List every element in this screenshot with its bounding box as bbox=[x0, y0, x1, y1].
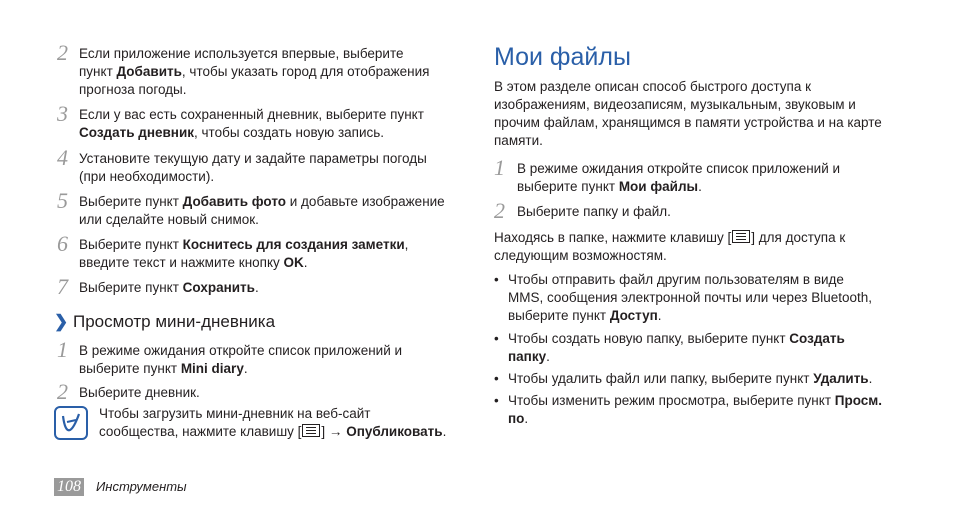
myfiles-step-number: 2 bbox=[494, 198, 505, 223]
mini-diary-step-text: В режиме ожидания откройте список приложений и выберите пункт Mini diary. bbox=[79, 343, 403, 376]
page-title: Мои файлы bbox=[494, 43, 631, 71]
bullet-icon: • bbox=[494, 272, 499, 287]
list-item-text: Чтобы удалить файл или папку, выберите пункт Удалить. bbox=[508, 371, 873, 386]
section-label: Инструменты bbox=[96, 479, 187, 494]
list-item-text: Чтобы изменить режим просмотра, выберите пункт Просм. по. bbox=[508, 393, 883, 426]
diary-step-number: 6 bbox=[57, 231, 68, 256]
chevron-right-icon: ❯ bbox=[54, 312, 69, 331]
diary-step-text: Если у вас есть сохраненный дневник, выберите пункт Создать дневник, чтобы создать новую запись. bbox=[79, 107, 424, 140]
diary-step-text: Выберите пункт Добавить фото и добавьте изображение или сделайте новый снимок. bbox=[79, 194, 445, 227]
section-heading bbox=[54, 311, 275, 333]
diary-step-text: Выберите пункт Сохранить. bbox=[79, 280, 259, 295]
myfiles-step-text: В режиме ожидания откройте список приложений и выберите пункт Мои файлы. bbox=[517, 161, 841, 194]
myfiles-step-number: 1 bbox=[494, 155, 505, 180]
bullet-icon: • bbox=[494, 331, 499, 346]
myfiles-step-text: Выберите папку и файл. bbox=[517, 204, 671, 219]
diary-step-text: Если приложение используется впервые, выберите пункт Добавить, чтобы указать город для отображения прогноза погоды. bbox=[79, 46, 430, 97]
diary-step-number: 2 bbox=[57, 40, 68, 65]
mini-diary-step-number: 1 bbox=[57, 337, 68, 362]
bullet-icon: • bbox=[494, 393, 499, 408]
diary-step-number: 3 bbox=[57, 101, 68, 126]
diary-step-number: 5 bbox=[57, 188, 68, 213]
diary-step-number: 4 bbox=[57, 145, 68, 170]
note-icon bbox=[54, 406, 88, 440]
section-title: Просмотр мини-дневника bbox=[72, 312, 276, 331]
intro-paragraph: В этом разделе описан способ быстрого доступа к изображениям, видеозаписям, музыкальным, звуковым и прочим файлам, хранящимся в памяти устройства и на карте памяти. bbox=[494, 79, 882, 148]
menu-key-icon bbox=[732, 230, 750, 243]
menu-key-icon bbox=[302, 424, 320, 437]
list-item-text: Чтобы отправить файл другим пользователям в виде MMS, сообщения электронной почты или через Bluetooth, выберите пункт Доступ. bbox=[508, 272, 873, 323]
diary-step-number: 7 bbox=[57, 274, 68, 299]
diary-step-text: Установите текущую дату и задайте параметры погоды (при необходимости). bbox=[79, 151, 427, 184]
note-text: Чтобы загрузить мини-дневник на веб-сайт сообщества, нажмите клавишу [ ] → Опубликовать. bbox=[99, 406, 447, 439]
folder-paragraph: Находясь в папке, нажмите клавишу [ ] для доступа к следующим возможностям. bbox=[494, 230, 846, 263]
list-item-text: Чтобы создать новую папку, выберите пункт Создать папку. bbox=[508, 331, 845, 364]
diary-step-text: Выберите пункт Коснитесь для создания заметки, введите текст и нажмите кнопку OK. bbox=[79, 237, 409, 270]
mini-diary-step-number: 2 bbox=[57, 379, 68, 404]
mini-diary-step-text: Выберите дневник. bbox=[79, 385, 200, 400]
page-number: 108 bbox=[54, 478, 84, 496]
bullet-icon: • bbox=[494, 371, 499, 386]
